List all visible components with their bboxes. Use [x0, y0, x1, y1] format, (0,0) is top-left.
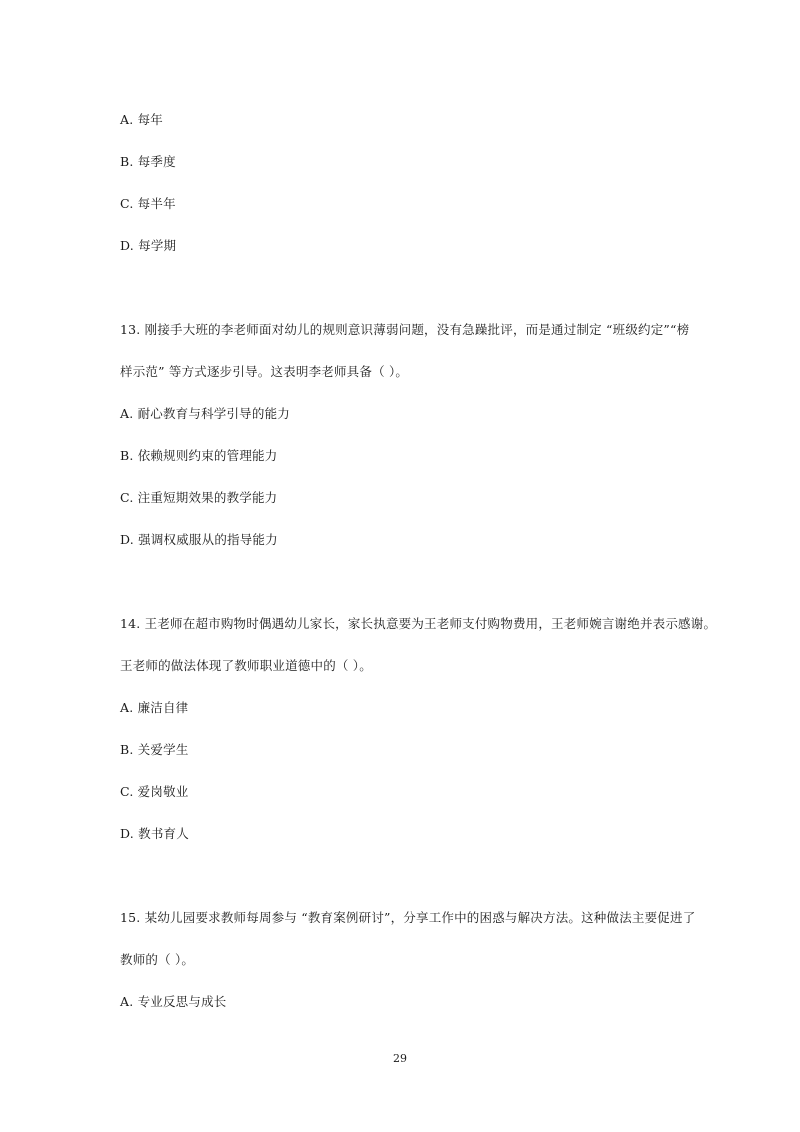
question-stem-line: 样示范” 等方式逐步引导。这表明李老师具备（ ）。 [120, 364, 409, 379]
option-line: B. 依赖规则约束的管理能力 [120, 448, 278, 463]
option-line: C. 每半年 [120, 196, 176, 211]
option-line: B. 关爱学生 [120, 742, 189, 757]
option-line: C. 爱岗敬业 [120, 784, 189, 799]
option-line: A. 每年 [120, 112, 163, 127]
question-stem-line: 15. 某幼儿园要求教师每周参与 “教育案例研讨”，分享工作中的困惑与解决方法。这种做法主要促进了 [120, 910, 696, 925]
question-stem-line: 王老师的做法体现了教师职业道德中的（ ）。 [120, 658, 372, 673]
option-line: D. 教书育人 [120, 826, 189, 841]
option-line: C. 注重短期效果的教学能力 [120, 490, 278, 505]
question-stem-line: 14. 王老师在超市购物时偶遇幼儿家长，家长执意要为王老师支付购物费用，王老师婉言谢绝并表示感谢。 [120, 616, 717, 631]
option-line: A. 专业反思与成长 [120, 994, 227, 1009]
option-line: A. 耐心教育与科学引导的能力 [120, 406, 290, 421]
option-line: A. 廉洁自律 [120, 700, 189, 715]
option-line: D. 每学期 [120, 238, 177, 253]
option-line: D. 强调权威服从的指导能力 [120, 532, 278, 547]
question-stem-line: 教师的（ ）。 [120, 952, 195, 967]
question-stem-line: 13. 刚接手大班的李老师面对幼儿的规则意识薄弱问题，没有急躁批评，而是通过制定 “班级约定”“榜 [120, 322, 690, 337]
option-line: B. 每季度 [120, 154, 176, 169]
page-number: 29 [393, 1052, 407, 1065]
